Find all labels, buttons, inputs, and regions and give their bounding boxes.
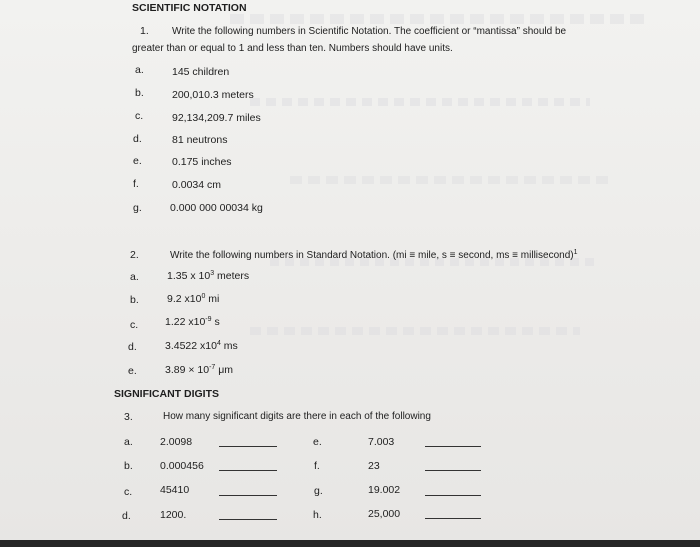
- bleed-through-texture: [290, 176, 610, 184]
- footnote-marker: 1: [573, 249, 578, 256]
- notation-value: [167, 270, 249, 282]
- answer-blank[interactable]: [425, 446, 481, 447]
- notation-value: [165, 340, 238, 352]
- question-number: 3.: [124, 411, 133, 423]
- question-text: Write the following numbers in Scientific Notation. The coefficient or “mantissa” should be: [172, 26, 567, 37]
- answer-blank[interactable]: [425, 518, 481, 519]
- exponent: 3: [210, 270, 215, 277]
- answer-blank[interactable]: [219, 495, 277, 496]
- item-letter: h.: [313, 509, 322, 521]
- question-number: 2.: [130, 249, 139, 261]
- item-letter: b.: [124, 460, 133, 472]
- item-value: 0.0034 cm: [172, 179, 222, 191]
- item-letter: b.: [135, 87, 144, 99]
- item-letter: d.: [133, 133, 142, 145]
- item-value: 2.0098: [160, 436, 193, 448]
- question-text: How many significant digits are there in each of the following: [163, 411, 431, 422]
- unit: mi: [205, 293, 220, 305]
- mantissa: 1.35 x 10: [167, 270, 211, 282]
- exponent: -7: [209, 364, 216, 371]
- unit: meters: [214, 270, 250, 282]
- notation-value: [167, 293, 219, 305]
- answer-blank[interactable]: [219, 470, 277, 471]
- item-value: 45410: [160, 484, 190, 496]
- answer-blank[interactable]: [219, 446, 277, 447]
- item-value: 92,134,209.7 miles: [172, 112, 261, 124]
- bleed-through-texture: [250, 327, 580, 335]
- item-value: 25,000: [368, 508, 401, 520]
- item-value: 200,010.3 meters: [172, 89, 254, 101]
- item-letter: a.: [124, 436, 133, 448]
- unit: s: [211, 316, 220, 328]
- item-letter: f.: [133, 178, 139, 190]
- item-letter: a.: [135, 64, 144, 76]
- item-letter: d.: [122, 510, 131, 522]
- mantissa: 9.2 x10: [167, 293, 202, 305]
- item-letter: g.: [133, 202, 142, 214]
- item-value: 0.000456: [160, 460, 204, 472]
- item-letter: e.: [128, 365, 137, 377]
- item-letter: b.: [130, 294, 139, 306]
- answer-blank[interactable]: [219, 519, 277, 520]
- section-heading-scientific-notation: SCIENTIFIC NOTATION: [132, 2, 247, 14]
- mantissa: 3.4522 x10: [165, 340, 217, 352]
- photo-edge-shadow: [0, 540, 700, 547]
- question-text: greater than or equal to 1 and less than ten. Numbers should have units.: [132, 43, 453, 54]
- notation-value: [165, 364, 233, 376]
- mantissa: 1.22 x10: [165, 316, 206, 328]
- item-value: 1200.: [160, 509, 187, 521]
- item-letter: e.: [133, 155, 142, 167]
- item-value: 0.000 000 00034 kg: [170, 202, 263, 214]
- item-letter: c.: [135, 110, 144, 122]
- question-number: 1.: [140, 25, 149, 37]
- mantissa: 3.89 × 10: [165, 364, 210, 376]
- item-letter: c.: [130, 319, 139, 331]
- unit: ms: [220, 340, 238, 352]
- item-value: 7.003: [368, 436, 395, 448]
- item-letter: c.: [124, 486, 133, 498]
- bleed-through-texture: [250, 98, 590, 106]
- item-value: 81 neutrons: [172, 134, 228, 146]
- section-heading-significant-digits: SIGNIFICANT DIGITS: [114, 388, 219, 400]
- bleed-through-texture: [230, 14, 650, 24]
- exponent: 0: [201, 293, 206, 300]
- question-text-main: Write the following numbers in Standard Notation. (mi ≡ mile, s ≡ second, ms ≡ millisecond): [170, 250, 574, 261]
- notation-value: [165, 316, 220, 328]
- item-value: 0.175 inches: [172, 156, 232, 168]
- item-letter: d.: [128, 341, 137, 353]
- answer-blank[interactable]: [425, 470, 481, 471]
- item-value: 23: [368, 460, 380, 472]
- answer-blank[interactable]: [425, 495, 481, 496]
- exponent: 4: [216, 340, 221, 347]
- item-letter: a.: [130, 271, 139, 283]
- question-text: [170, 249, 578, 261]
- unit: μm: [215, 364, 234, 376]
- exponent: -9: [205, 316, 212, 323]
- item-letter: f.: [314, 460, 320, 472]
- item-letter: g.: [314, 485, 323, 497]
- item-value: 145 children: [172, 66, 230, 78]
- item-value: 19.002: [368, 484, 401, 496]
- item-letter: e.: [313, 436, 322, 448]
